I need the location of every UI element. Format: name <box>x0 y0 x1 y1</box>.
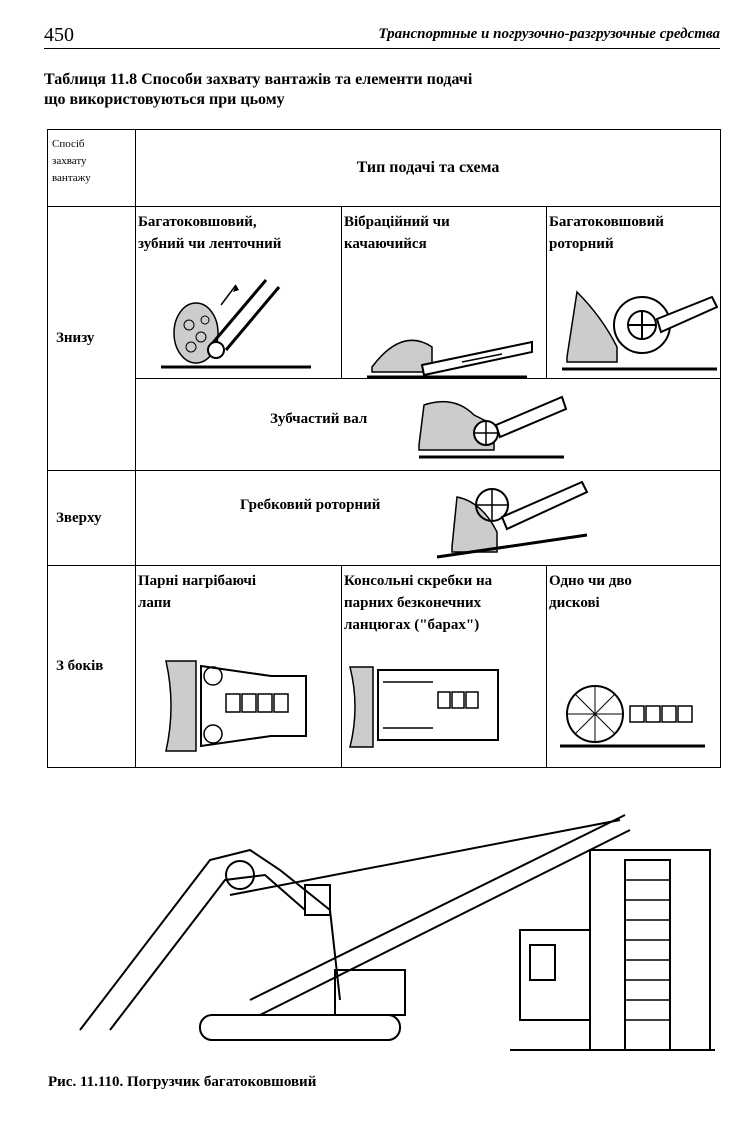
page-header <box>44 18 720 49</box>
cell-multi-bucket-belt: Багатоковшовий, зубний чи ленточний <box>136 207 342 379</box>
column-header-method: Спосіб захвату вантажу <box>48 130 136 207</box>
page-number: 450 <box>44 24 74 46</box>
cell-paired-arms: Парні нагрібаючі лапи <box>136 566 342 768</box>
toothed-shaft-label: Зубчастий вал <box>270 411 368 427</box>
row-label-side: З боків <box>48 566 136 768</box>
cell-vibrating: Вібраційний чи качаючийся <box>342 207 547 379</box>
table-title-line-2: що використовуються при цьому <box>44 91 285 108</box>
rake-rotor-sketch <box>432 477 592 562</box>
bucket-conveyor-sketch <box>161 275 321 375</box>
rotor-loader-sketch <box>557 277 722 377</box>
column-header-feed-type: Тип подачі та схема <box>136 130 721 207</box>
cell-console-scrapers: Консольні скребки на парних безконечних ланцюгах ("барах") <box>342 566 547 768</box>
disc-feeder-sketch <box>555 674 715 754</box>
cell-rake-rotor <box>136 471 721 566</box>
table-title <box>44 70 472 110</box>
vibrating-feeder-sketch <box>362 317 542 387</box>
console-scrapers-sketch <box>348 662 518 752</box>
cell-disc: Одно чи дво дискові <box>547 566 721 768</box>
multi-bucket-loader-drawing <box>50 800 720 1060</box>
table-title-line-1: Таблиця 11.8 Способи захвату вантажів та елементи подачі <box>44 71 473 88</box>
feed-types-table <box>47 129 721 768</box>
toothed-shaft-sketch <box>414 385 574 465</box>
figure-caption: Рис. 11.110. Погрузчик багатоковшовий <box>48 1074 317 1090</box>
row-label-bottom: Знизу <box>48 207 136 471</box>
cell-toothed-shaft <box>136 379 721 471</box>
paired-arms-sketch <box>161 656 331 756</box>
row-label-top: Зверху <box>48 471 136 566</box>
cell-multi-bucket-rotor: Багатоковшовий роторний <box>547 207 721 379</box>
running-title: Транспортные и погрузочно-разгрузочные средства <box>378 26 720 42</box>
rake-rotor-label: Гребковий роторний <box>240 497 381 513</box>
